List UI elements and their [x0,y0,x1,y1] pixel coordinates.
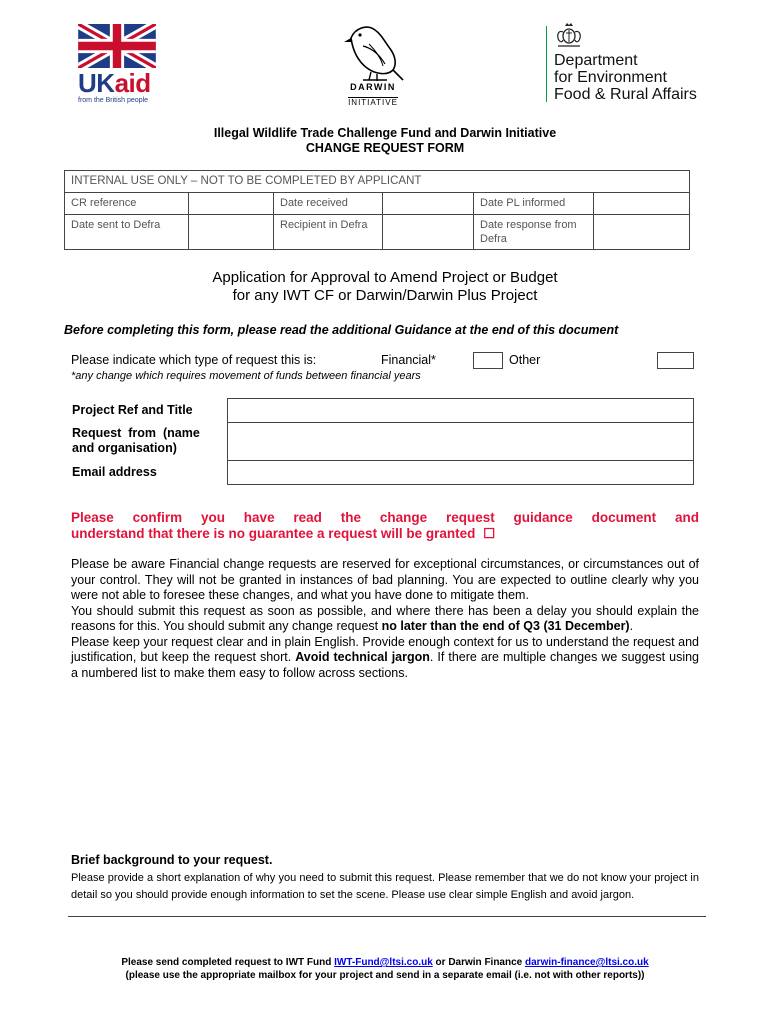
request-from-label-2: and organisation) [72,441,177,455]
ukaid-uk: UK [78,68,115,98]
date-pl-informed-label: Date PL informed [474,193,594,215]
request-type-question: Please indicate which type of request this is: [71,353,317,367]
request-from-label [72,426,200,456]
ukaid-tagline: from the British people [78,97,149,104]
cr-reference-value[interactable] [189,193,274,215]
union-jack-icon [78,24,156,68]
email-address-label: Email address [72,465,157,479]
defra-name [554,52,697,103]
other-label: Other [509,353,541,367]
financial-label: Financial* [381,353,436,367]
confirm-line-2: understand that there is no guarantee a request will be granted [71,526,476,541]
date-sent-defra-label: Date sent to Defra [65,215,189,250]
date-pl-informed-value[interactable] [594,193,690,215]
darwin-finance-email-link[interactable]: darwin-finance@ltsi.co.uk [525,957,649,968]
ukaid-wordmark [78,70,160,96]
recipient-defra-label: Recipient in Defra [274,215,383,250]
request-from-field[interactable] [227,422,694,461]
date-received-value[interactable] [383,193,474,215]
application-heading-2: for any IWT CF or Darwin/Darwin Plus Project [232,287,538,304]
ukaid-logo [78,24,160,104]
recipient-defra-value[interactable] [383,215,474,250]
financial-checkbox[interactable] [473,352,503,369]
form-title: Illegal Wildlife Trade Challenge Fund and Darwin Initiative [213,126,557,140]
darwin-logo-text-2: INITIATIVE [348,98,398,107]
brief-background-heading: Brief background to your request. [71,853,273,867]
ukaid-aid: aid [114,68,151,98]
request-from-label-1: Request from (name [72,426,200,440]
confirm-checkbox[interactable]: ☐ [483,526,496,541]
royal-crest-icon [554,22,584,50]
confirm-line-1: Please confirm you have read the change request guidance document and [71,510,699,525]
financial-footnote: *any change which requires movement of funds between financial years [71,370,421,382]
application-heading-1: Application for Approval to Amend Project or Budget [212,269,558,286]
guidance-p2-end: . [629,619,634,633]
other-checkbox[interactable] [657,352,694,369]
defra-green-bar [546,26,547,102]
defra-line-2: for Environment [554,69,667,86]
finch-bird-icon [341,20,405,84]
date-received-label: Date received [274,193,383,215]
defra-line-1: Department [554,52,638,69]
date-response-value[interactable] [594,215,690,250]
footer-mailbox-note: (please use the appropriate mailbox for your project and send in a separate email (i.e. not with other reports)) [125,970,645,981]
darwin-initiative-logo [338,20,408,110]
internal-use-table [64,170,690,250]
guidance-paragraph-3 [71,635,699,682]
footer-send-line [0,956,770,969]
guidance-p2-text: You should submit this request as soon as possible, and where there has been a delay you should explain the reasons for this. You should submit any change request [71,603,699,633]
date-sent-defra-value[interactable] [189,215,274,250]
internal-use-header: INTERNAL USE ONLY – NOT TO BE COMPLETED BY APPLICANT [65,171,690,193]
iwt-fund-email-link[interactable]: IWT-Fund@ltsi.co.uk [334,957,433,968]
email-address-field[interactable] [227,460,694,485]
date-response-label: Date response from Defra [474,215,594,250]
defra-logo [546,22,726,104]
jargon-emphasis: Avoid technical jargon [295,650,430,664]
defra-line-3: Food & Rural Affairs [554,86,697,103]
brief-divider [68,916,706,917]
footer-text-1: Please send completed request to IWT Fund [121,957,335,968]
guidance-confirmation [71,510,699,542]
guidance-p3-end: . If there are multiple changes we suggest using a numbered list to make them easy to follow across sections. [71,650,700,680]
darwin-logo-text-1: DARWIN [350,82,396,92]
guidance-paragraph-2 [71,604,699,635]
footer-text-2: or Darwin Finance [432,957,526,968]
change-request-guidance [71,557,699,681]
deadline-emphasis: no later than the end of Q3 (31 December) [381,619,630,633]
project-ref-title-label: Project Ref and Title [72,403,193,417]
form-subtitle: CHANGE REQUEST FORM [305,141,465,155]
cr-reference-label: CR reference [65,193,189,215]
guidance-p3-text: Please keep your request clear and in plain English. Provide enough context for us to understand the request and justification, but keep the request short. [71,634,699,664]
brief-background-text: Please provide a short explanation of why you need to submit this request. Please remember that we do not know your project in detail so you should provide enough information to set the scene. Please use clear simple English and avoid jargon. [71,872,699,901]
guidance-paragraph-1: Please be aware Financial change requests are reserved for exceptional circumstances, or circumstances out of your control. They will not be granted in instances of bad planning. You are expected to outline clearly why you were not able to foresee these changes, and what you have done to mitigate them. [71,557,699,602]
guidance-note: Before completing this form, please read the additional Guidance at the end of this document [64,323,619,337]
project-ref-title-field[interactable] [227,398,694,423]
